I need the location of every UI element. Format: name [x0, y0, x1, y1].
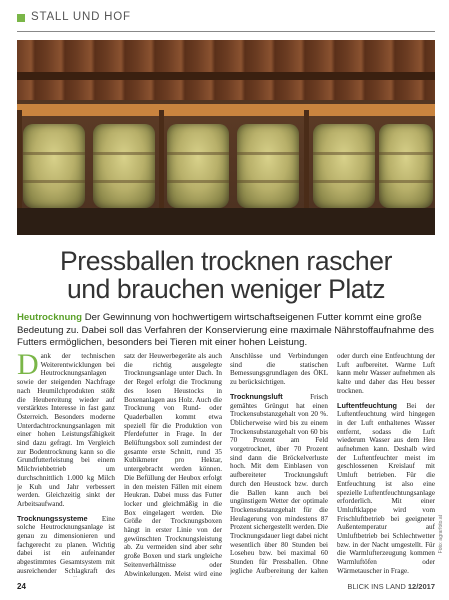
- barn-post: [304, 110, 309, 210]
- hay-bales-photo: [17, 40, 435, 235]
- paragraph-text: Eine solche Heutrocknungsanlage ist genau zu dimensionieren und fachgerecht zu planen. Wichtig dabei ist ein aufeinander abgestimmtes Gesamtsystem mit ausreichender Schlagkraft des: [17, 514, 115, 575]
- column-2: [124, 352, 222, 577]
- paragraph-text: Frisch gemähtes Grüngut hat einen Trockensubstanzgehalt von 20 %. Üblicherweise wird bis zu einem Trockensubstanzgehalt von 60 bis 70 Prozent am Feld vorgetrocknet, über 70 Prozent sind dann die Bröckelverluste hoch. Mit dem Einblasen von aufbereiteter Trocknungsluft durch den Heustock bzw. durch die Ballen kann auch bei ungünstigem Wetter der optimale Trockensubstanzgehalt für die Heulagerung von mindestens 87 Prozent sichergestellt werden. Die Trocknungsdauer liegt dabei nicht wesentlich über 80 Stunden bei Loseheu bzw. bei maximal 60 Stunden für Pressballen. Ohne jegliche Aufbereitung der kalten: [230, 392, 328, 575]
- barn-post: [17, 110, 22, 210]
- wooden-crossbeam: [17, 104, 435, 116]
- headline-line-2: und brauchen weniger Platz: [66, 274, 386, 304]
- lead-keyword: Heutrocknung: [17, 312, 83, 323]
- column-3: [230, 352, 328, 577]
- paragraph-text: Anschlüsse und Verbindungen sind die statischen Bemessungsgrundlagen des ÖKL zu berücksichtigen.: [230, 352, 328, 387]
- article-headline: [17, 247, 435, 303]
- subheading: Luftentfeuchtung: [337, 400, 397, 410]
- barn-roof: [17, 40, 435, 100]
- page-number: 24: [17, 582, 26, 591]
- magazine-info: [347, 582, 435, 591]
- paragraph: [230, 393, 328, 577]
- paragraph-text: Bei der Luftentfeuchtung wird hingegen in der Luft enthaltenes Wasser entfernt, sodass die Luft wiederum Wasser aus dem Heu aufnehmen kann. Deshalb wird der Luftentfeuchter meist im geschlossenen Kreislauf mit Umluft betrieben. Für die Entfeuchtung ist also eine spezielle Luftentfeuchtungsanlage erforderlich. Mit einer Umluftklappe wird vom Frischluftbetrieb bei geeigneter Außentemperatur auf Umluftbetrieb bei Schlechtwetter bzw. in der Nacht umgestellt. Für die Warmlufterzeugung kommen Warmluftöfen oder Wärmetauscher in Frage.: [337, 401, 435, 575]
- hay-bale: [93, 124, 155, 208]
- page-footer: [17, 579, 435, 595]
- paragraph: [337, 402, 435, 576]
- barn-post: [159, 110, 164, 210]
- section-marker: [17, 14, 25, 22]
- paragraph-text: satz der Heuwerbegeräte als auch die richtig ausgelegte Trocknungsanlage unter Dach. In der Regel erfolgt die Trocknung des losen Heustocks in Boxenanlagen aus Holz. Auch die Trocknung von Rund- oder Quaderballen kommt etwa speziell für die Produktion von Pferdefutter in Frage. In der Belüftungsbox soll zumindest der gesamte erste Schnitt, rund 35 Kubikmeter pro Hektar, untergebracht werden können. Die Befüllung der Heubox erfolgt in den meisten Fällen mit einem Heukran. Dabei muss das Futter locker und gleichmäßig in die Box eingelagert werden. Die Größe der Trocknungsboxen hängt in erster Linie von der gewünschten Trocknungsleistung ab. Zu vermeiden sind aber sehr große Boxen und stark ungleiche Seitenverhältnisse oder Abwinkelungen. Meist wird eine: [124, 352, 222, 577]
- photo-credit: Foto: agrarfoto.at: [438, 515, 444, 554]
- subheading: Trocknungssysteme: [17, 513, 88, 523]
- column-4: [337, 352, 435, 577]
- header-rule: [17, 31, 435, 32]
- section-label: STALL UND HOF: [31, 11, 131, 23]
- hay-bale: [313, 124, 375, 208]
- barn-floor: [17, 208, 435, 235]
- paragraph: [17, 515, 115, 577]
- issue-number: 12/2017: [407, 582, 435, 591]
- article-lead: [17, 312, 435, 350]
- lead-text: Der Gewinnung von hochwertigem wirtschaftseigenen Futter kommt eine große Bedeutung zu. Dabei soll das Verfahren der Konservierung eine maximale Nährstoffaufnahme des Futters ermöglichen, besonders bei Tieren mit einer hohen Leistung.: [17, 312, 434, 348]
- magazine-name: BLICK INS LAND: [347, 582, 406, 591]
- column-1: [17, 352, 115, 577]
- roof-beam: [17, 72, 435, 80]
- hay-bale: [167, 124, 229, 208]
- article-body: [17, 352, 435, 577]
- headline-line-1: Pressballen trocknen rascher: [60, 246, 392, 276]
- subheading: Trocknungsluft: [230, 391, 283, 401]
- hay-bale: [23, 124, 85, 208]
- hay-bale: [379, 124, 433, 208]
- paragraph: [17, 352, 115, 509]
- paragraph-text: ank der technischen Weiterentwicklungen bei Heutrocknungsanlagen sowie der steigenden Nachfrage nach Heumilchprodukten stößt die Heubereitung wieder auf verstärktes Interesse in fast ganz Österreich. Besonders moderne Unterdachtrocknungsanlagen mit einer hohen Leistungsfähigkeit sind dazu gefragt. Im Vergleich zur Bodentrocknung kann so die Grundfutterleistung bei einem Milchviehbetrieb um durchschnittlich 1.000 kg Milch je Kuh und Jahr verbessert werden. Gleichzeitig sinkt der Arbeitsaufwand.: [17, 352, 115, 508]
- section-header: [0, 0, 449, 36]
- hay-bale: [237, 124, 299, 208]
- paragraph-text: oder durch eine Entfeuchtung der Luft aufbereitet. Warme Luft kann mehr Wasser aufnehmen als kalte und daher das Heu besser trocknen.: [337, 352, 435, 395]
- drop-cap: D: [17, 352, 39, 381]
